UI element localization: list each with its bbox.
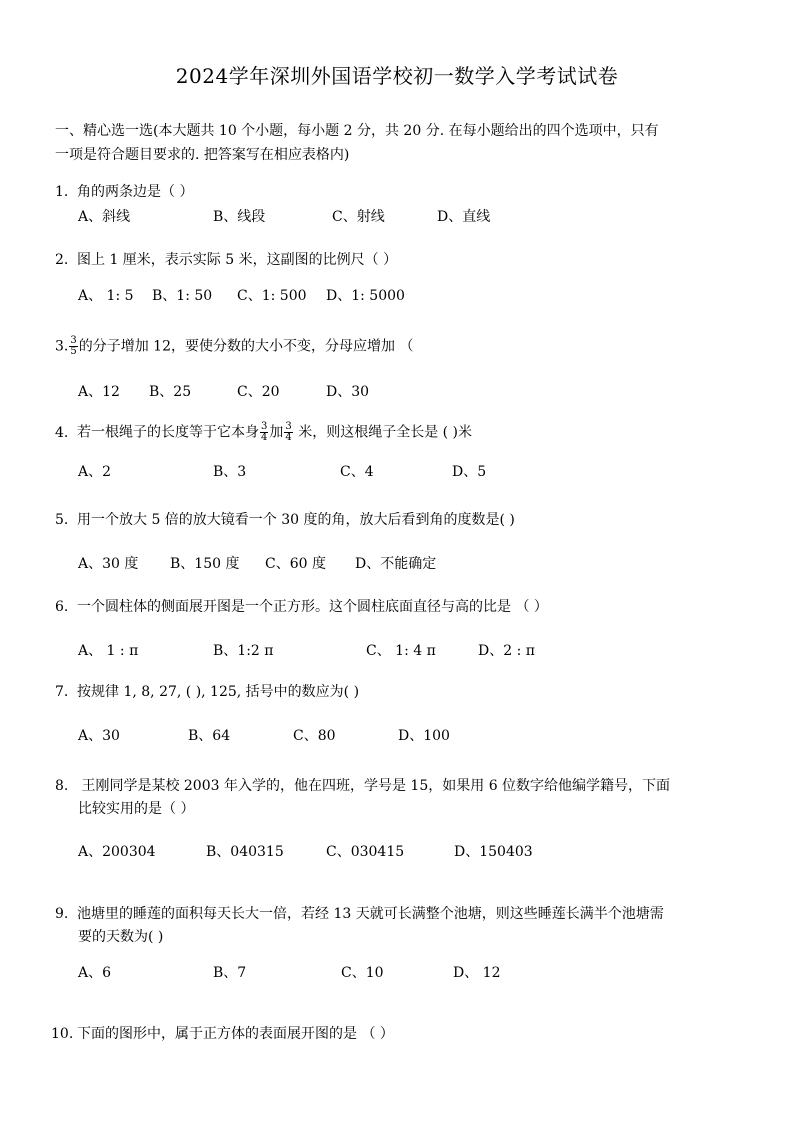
- option-c: C、10: [341, 965, 384, 981]
- option-a: A、 1 : π: [78, 643, 139, 659]
- question-number: 2.: [55, 252, 69, 268]
- option-c: C、 1: 4 π: [366, 643, 436, 659]
- option-a: A、30: [78, 728, 120, 744]
- option-a: A、斜线: [78, 209, 131, 225]
- question-number: 6.: [55, 599, 69, 615]
- question-number: 4.: [55, 424, 69, 441]
- question-number: 7.: [55, 684, 69, 700]
- section-instructions: [55, 119, 755, 167]
- question-text: 图上 1 厘米，表示实际 5 米，这副图的比例尺（ ）: [77, 252, 398, 268]
- fraction: $\frac{3}{5}$: [70, 335, 77, 357]
- fraction: $\frac{3}{4}$: [285, 421, 292, 443]
- option-d: D、30: [326, 384, 370, 400]
- option-c: C、20: [237, 384, 280, 400]
- question-3: [55, 336, 413, 357]
- question-10: [51, 1024, 394, 1044]
- option-b: B、1: 50: [152, 288, 213, 304]
- question-2: [55, 250, 397, 270]
- option-a: A、30 度: [78, 556, 139, 572]
- section-line-1: 一、精心选一选(本大题共 10 个小题，每小题 2 分，共 20 分. 在每小题给出的四个选项中，只有: [55, 123, 659, 139]
- option-d: D、2 : π: [478, 643, 535, 659]
- section-line-2: 一项是符合题目要求的. 把答案写在相应表格内): [55, 147, 350, 163]
- option-b: B、7: [213, 965, 247, 981]
- option-b: B、150 度: [170, 556, 240, 572]
- option-b: B、64: [188, 728, 231, 744]
- option-a: A、 1: 5: [78, 288, 134, 304]
- option-c: C、1: 500: [237, 288, 307, 304]
- option-d: D、1: 5000: [326, 288, 405, 304]
- question-text: 池塘里的睡莲的面积每天长大一倍，若经 13 天就可长满整个池塘，则这些睡莲长满半个池塘需: [77, 906, 664, 922]
- option-c: C、4: [340, 464, 374, 480]
- question-text: 加: [269, 424, 284, 441]
- question-text: 一个圆柱体的侧面展开图是一个正方形。这个圆柱底面直径与高的比是 （ ）: [77, 599, 548, 615]
- option-a: A、200304: [78, 844, 156, 860]
- question-9-continuation: 要的天数为( ): [78, 929, 164, 945]
- option-a: A、12: [78, 384, 120, 400]
- option-b: B、1:2 π: [213, 643, 274, 659]
- question-7: [55, 682, 359, 702]
- option-a: A、6: [78, 965, 112, 981]
- question-5: [55, 510, 515, 530]
- question-8: [55, 776, 670, 796]
- question-1: [55, 182, 193, 202]
- option-d: D、100: [398, 728, 450, 744]
- question-text: 用一个放大 5 倍的放大镜看一个 30 度的角，放大后看到角的度数是( ): [77, 512, 515, 528]
- question-8-continuation: 比较实用的是（ ）: [78, 801, 195, 817]
- question-text: 米，则这根绳子全长是 ( )米: [293, 424, 473, 441]
- page-title: 2024学年深圳外国语学校初一数学入学考试试卷: [175, 64, 619, 88]
- question-text: 角的两条边是（ ）: [77, 184, 194, 200]
- option-d: D、 12: [453, 965, 501, 981]
- option-b: B、040315: [206, 844, 284, 860]
- option-c: C、80: [293, 728, 336, 744]
- option-b: B、25: [149, 384, 192, 400]
- question-number: 9.: [55, 906, 69, 922]
- question-4: [55, 422, 472, 443]
- question-number: 3.: [55, 338, 69, 355]
- question-number: 10.: [51, 1026, 74, 1042]
- question-number: 8.: [55, 778, 69, 794]
- option-a: A、2: [78, 464, 112, 480]
- option-b: B、3: [213, 464, 247, 480]
- option-c: C、030415: [326, 844, 405, 860]
- fraction: $\frac{3}{4}$: [261, 421, 268, 443]
- question-text: 按规律 1, 8, 27, ( ), 125, 括号中的数应为( ): [77, 684, 360, 700]
- question-text: 的分子增加 12，要使分数的大小不变，分母应增加 （: [78, 338, 414, 355]
- option-d: D、直线: [437, 209, 491, 225]
- question-6: [55, 597, 548, 617]
- question-text: 若一根绳子的长度等于它本身: [77, 424, 259, 441]
- question-9: [55, 904, 664, 924]
- question-number: 1.: [55, 184, 69, 200]
- option-d: D、5: [452, 464, 487, 480]
- option-c: C、60 度: [265, 556, 326, 572]
- question-text: 下面的图形中，属于正方体的表面展开图的是 （ ）: [77, 1026, 394, 1042]
- option-b: B、线段: [213, 209, 266, 225]
- question-number: 5.: [55, 512, 69, 528]
- option-c: C、射线: [332, 209, 385, 225]
- option-d: D、150403: [454, 844, 533, 860]
- question-text: 王刚同学是某校 2003 年入学的，他在四班，学号是 15，如果用 6 位数字给他编学籍号，下面: [77, 778, 671, 794]
- option-d: D、不能确定: [355, 556, 437, 572]
